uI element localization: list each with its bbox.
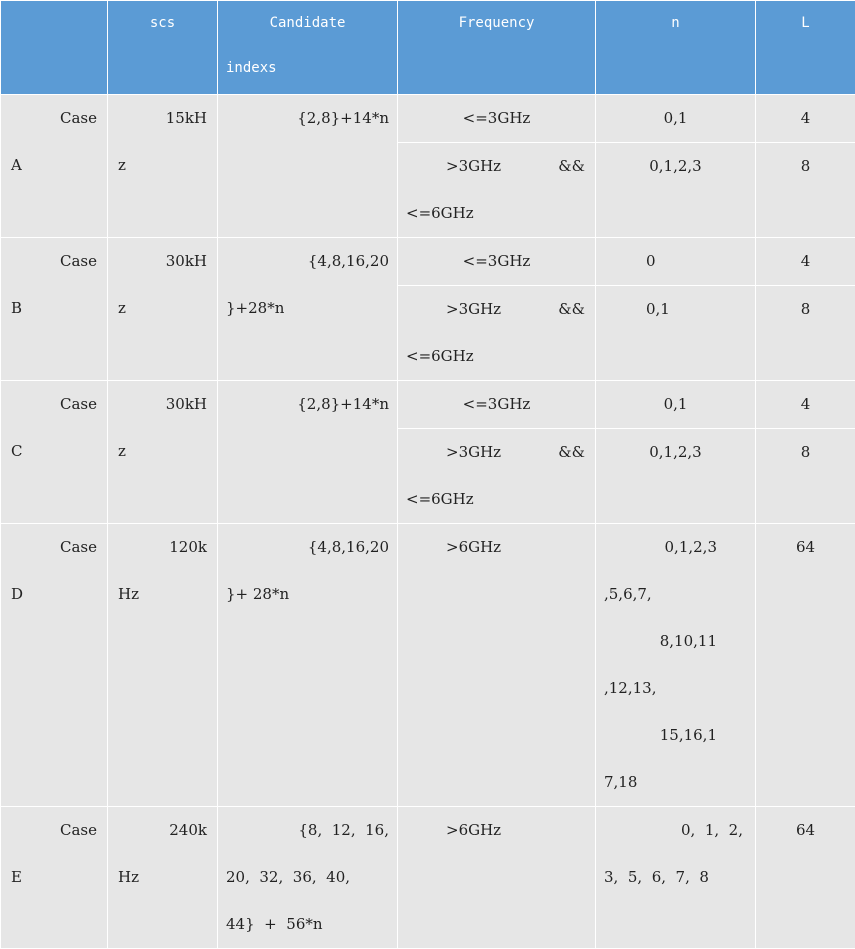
table-row — [1, 238, 855, 286]
L-cell: 4 — [756, 95, 855, 143]
case-cell: Case A — [1, 95, 108, 238]
L-cell: 8 — [756, 143, 855, 238]
frequency-cell: >3GHz && <=6GHz — [398, 429, 596, 524]
scs-cell: 120k Hz — [108, 524, 218, 807]
case-cell: Case E — [1, 807, 108, 949]
scs-cell: 30kH z — [108, 381, 218, 524]
candidate-cell: {4,8,16,20 }+ 28*n — [218, 524, 398, 807]
n-cell: 0,1 — [596, 286, 756, 381]
L-cell: 4 — [756, 238, 855, 286]
candidate-cell: {2,8}+14*n — [218, 95, 398, 238]
table-row — [1, 807, 855, 949]
scs-cell: 240k Hz — [108, 807, 218, 949]
L-cell: 64 — [756, 807, 855, 949]
L-cell: 4 — [756, 381, 855, 429]
case-cell: Case D — [1, 524, 108, 807]
candidate-cell: {4,8,16,20 }+28*n — [218, 238, 398, 381]
table-row — [1, 381, 855, 429]
candidate-cell: {2,8}+14*n — [218, 381, 398, 524]
L-cell: 8 — [756, 286, 855, 381]
n-cell: 0, 1, 2, 3, 5, 6, 7, 8 — [596, 807, 756, 949]
n-cell: 0 — [596, 238, 756, 286]
n-cell: 0,1 — [596, 95, 756, 143]
n-cell: 0,1 — [596, 381, 756, 429]
frequency-cell: >6GHz — [398, 807, 596, 949]
n-cell: 0,1,2,3 — [596, 143, 756, 238]
L-cell: 64 — [756, 524, 855, 807]
scs-cell: 30kH z — [108, 238, 218, 381]
frequency-cell: <=3GHz — [398, 95, 596, 143]
table-row — [1, 95, 855, 143]
header-L: L — [756, 1, 855, 95]
frequency-cell: <=3GHz — [398, 238, 596, 286]
header-frequency: Frequency — [398, 1, 596, 95]
header-scs: scs — [108, 1, 218, 95]
case-cell: Case B — [1, 238, 108, 381]
candidate-cell: {8, 12, 16, 20, 32, 36, 40, 44} + 56*n — [218, 807, 398, 949]
header-row — [1, 1, 855, 95]
L-cell: 8 — [756, 429, 855, 524]
case-cell: Case C — [1, 381, 108, 524]
n-cell: 0,1,2,3 ,5,6,7, 8,10,11 ,12,13, 15,16,1 7,18 — [596, 524, 756, 807]
scs-cell: 15kH z — [108, 95, 218, 238]
frequency-cell: <=3GHz — [398, 381, 596, 429]
header-n: n — [596, 1, 756, 95]
header-candidate-indexs: Candidate indexs — [218, 1, 398, 95]
table-row — [1, 524, 855, 807]
header-empty — [1, 1, 108, 95]
frequency-cell: >3GHz && <=6GHz — [398, 286, 596, 381]
n-cell: 0,1,2,3 — [596, 429, 756, 524]
frequency-cell: >6GHz — [398, 524, 596, 807]
frequency-cell: >3GHz && <=6GHz — [398, 143, 596, 238]
